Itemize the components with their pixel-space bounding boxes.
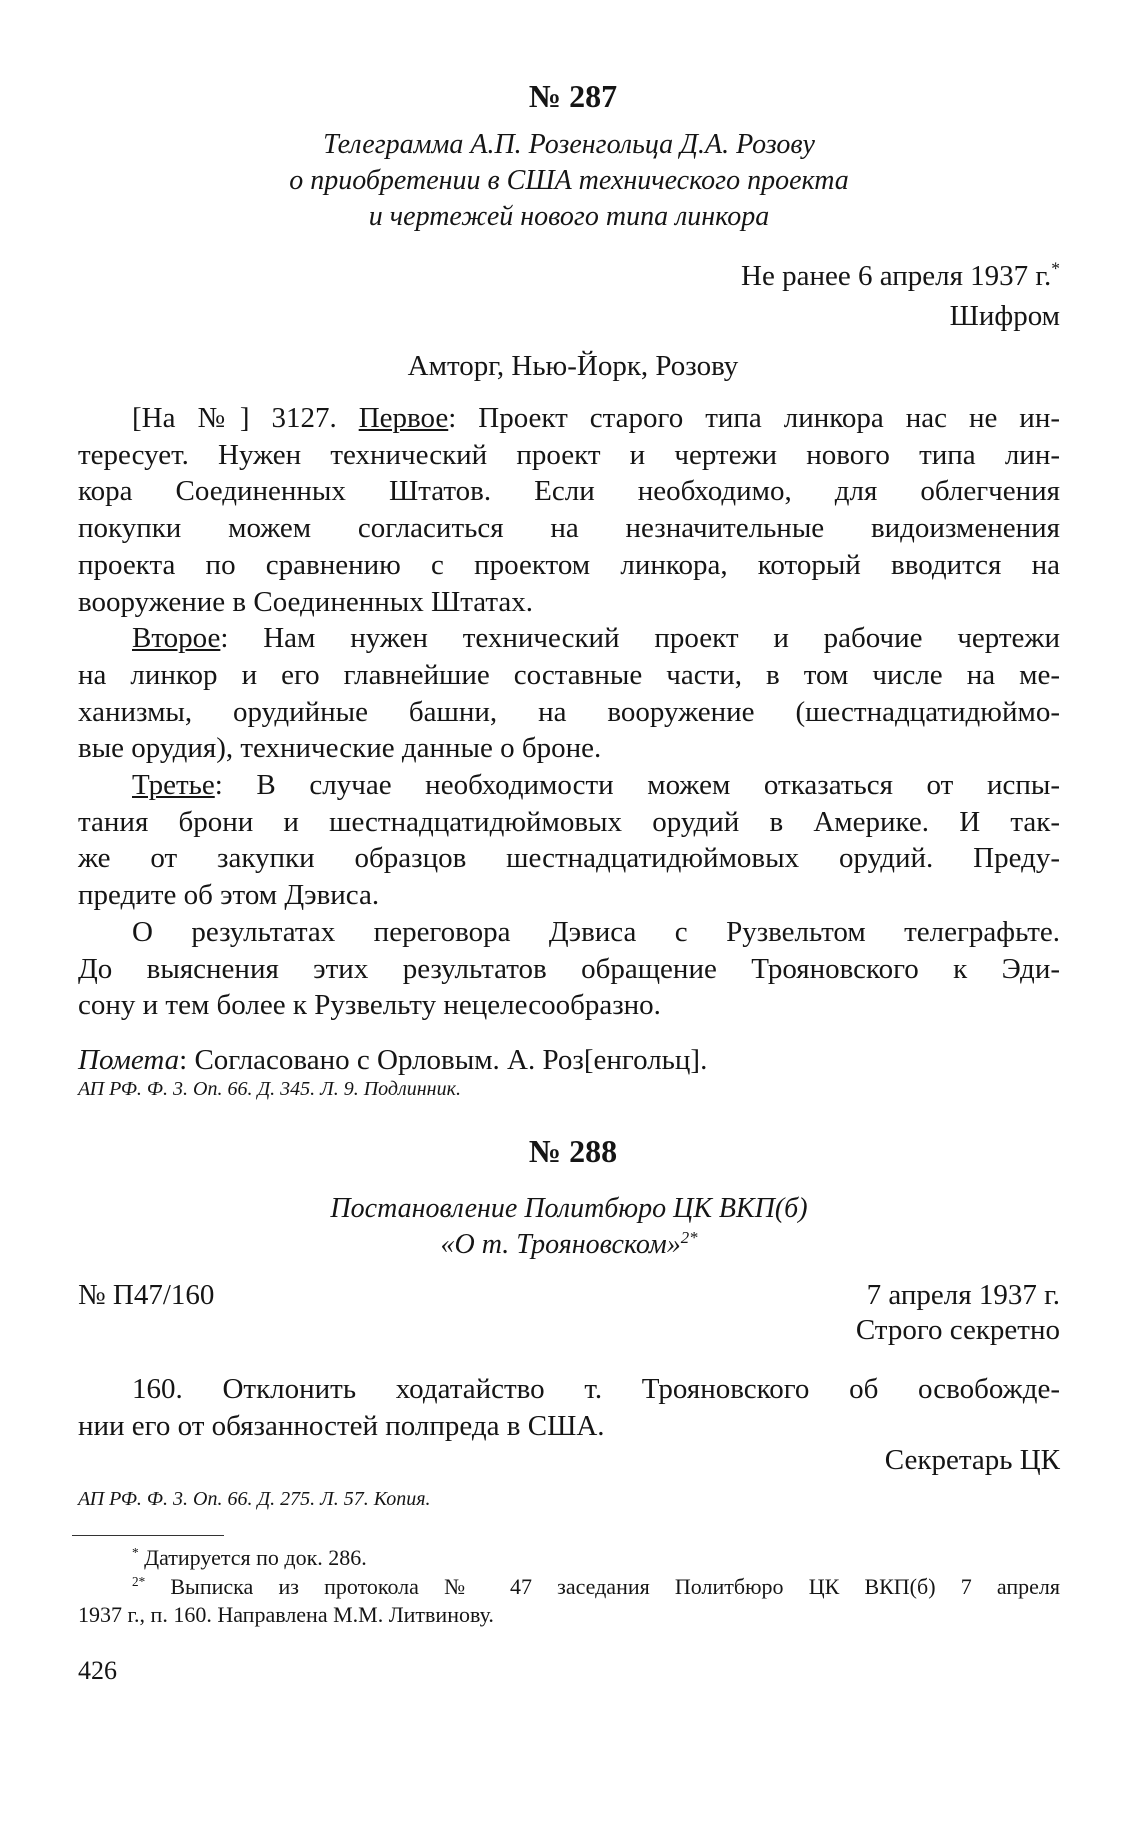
footnotes bbox=[78, 1544, 1060, 1630]
body-line: 160. Отклонить ходатайство т. Трояновского об освобожде- bbox=[132, 1373, 1060, 1405]
footnote bbox=[78, 1573, 1060, 1602]
body-line: вые орудия), технические данные о броне. bbox=[78, 732, 602, 765]
body-line bbox=[78, 620, 1060, 657]
title-line: Телеграмма А.П. Розенгольца Д.А. Розову bbox=[323, 129, 815, 160]
archive-source: АП РФ. Ф. 3. Оп. 66. Д. 275. Л. 57. Копия. bbox=[78, 1488, 431, 1510]
body-line: предите об этом Дэвиса. bbox=[78, 879, 380, 912]
ref-date-row bbox=[78, 1277, 1060, 1314]
footnote bbox=[78, 1544, 1060, 1573]
document-number: № 288 bbox=[528, 1133, 618, 1169]
body-line bbox=[78, 400, 1060, 437]
body-line: тания брони и шестнадцатидюймовых орудий в Америке. И так- bbox=[78, 805, 1060, 838]
document-number: № 287 bbox=[528, 78, 618, 114]
page-number: 426 bbox=[78, 1656, 117, 1685]
body-line: кора Соединенных Штатов. Если необходимо, для облегчения bbox=[78, 475, 1060, 508]
date-text: Не ранее 6 апреля 1937 г. bbox=[741, 260, 1052, 292]
footnote-mark: 2* bbox=[132, 1573, 146, 1589]
text: : Проект старого типа линкора нас не ин- bbox=[448, 402, 1060, 434]
body-line: вооружение в Соединенных Штатах. bbox=[78, 585, 534, 618]
telegram-body bbox=[78, 400, 1060, 1024]
body-line: на линкор и его главнейшие составные части, в том числе на ме- bbox=[78, 658, 1060, 691]
text: [На №] 3127. bbox=[132, 402, 359, 434]
body-line: тересует. Нужен технический проект и чертежи нового типа лин- bbox=[78, 438, 1060, 471]
title-text: «О т. Трояновском» bbox=[440, 1229, 681, 1260]
annotation-label: Помета bbox=[78, 1044, 180, 1076]
body-line: О результатах переговора Дэвиса с Рузвельтом телеграфьте. bbox=[132, 915, 1060, 948]
title-line bbox=[78, 1227, 1060, 1263]
document-title bbox=[78, 127, 1060, 235]
body-line: проекта по сравнению с проектом линкора, который вводится на bbox=[78, 548, 1060, 581]
resolution-body bbox=[78, 1371, 1060, 1444]
body-line: покупки можем согласиться на незначительные видоизменения bbox=[78, 512, 1060, 545]
footnote-text: Датируется по док. 286. bbox=[144, 1545, 367, 1570]
body-line: же от закупки образцов шестнадцатидюймовых орудий. Преду- bbox=[78, 842, 1060, 875]
footnote-divider bbox=[72, 1535, 224, 1536]
label-third: Третье bbox=[132, 769, 215, 802]
title-line: Постановление Политбюро ЦК ВКП(б) bbox=[330, 1193, 808, 1224]
document-title bbox=[78, 1191, 1060, 1263]
label-first: Первое bbox=[358, 402, 449, 434]
text: : В случае необходимости можем отказаться от испы- bbox=[214, 769, 1060, 802]
body-line: сону и тем более к Рузвельту нецелесообразно. bbox=[78, 989, 661, 1022]
document-date bbox=[741, 260, 1060, 293]
document-date: 7 апреля 1937 г. bbox=[866, 1279, 1060, 1311]
body-line: До выяснения этих результатов обращение Трояновского к Эди- bbox=[78, 952, 1060, 985]
archive-source: АП РФ. Ф. 3. Оп. 66. Д. 345. Л. 9. Подлинник. bbox=[78, 1078, 461, 1100]
annotation bbox=[78, 1042, 1060, 1079]
addressee: Амторг, Нью-Йорк, Розову bbox=[407, 350, 739, 382]
footnote-mark: * bbox=[1051, 258, 1060, 279]
footnote-line: 1937 г., п. 160. Направлена М.М. Литвинову. bbox=[78, 1602, 494, 1628]
protocol-ref: № П47/160 bbox=[78, 1279, 215, 1311]
body-line: ханизмы, орудийные башни, на вооружение (шестнадцатидюймо- bbox=[78, 695, 1060, 728]
title-line: и чертежей нового типа линкора bbox=[368, 201, 770, 232]
secrecy-mark: Строго секретно bbox=[855, 1314, 1060, 1346]
title-line: о приобретении в США технического проекта bbox=[289, 165, 849, 196]
cipher-note: Шифром bbox=[949, 300, 1060, 332]
footnote-mark: 2* bbox=[680, 1227, 698, 1247]
label-second: Второе bbox=[132, 622, 221, 655]
text: : Нам нужен технический проект и рабочие чертежи bbox=[220, 622, 1060, 655]
footnote-text: Выписка из протокола № 47 заседания Политбюро ЦК ВКП(б) 7 апреля bbox=[170, 1573, 1060, 1599]
body-line: нии его от обязанностей полпреда в США. bbox=[78, 1409, 605, 1442]
signature: Секретарь ЦК bbox=[884, 1444, 1060, 1476]
body-line bbox=[78, 767, 1060, 804]
annotation-text: : Согласовано с Орловым. А. Роз[енгольц]. bbox=[179, 1044, 708, 1076]
footnote-mark: * bbox=[132, 1545, 139, 1561]
